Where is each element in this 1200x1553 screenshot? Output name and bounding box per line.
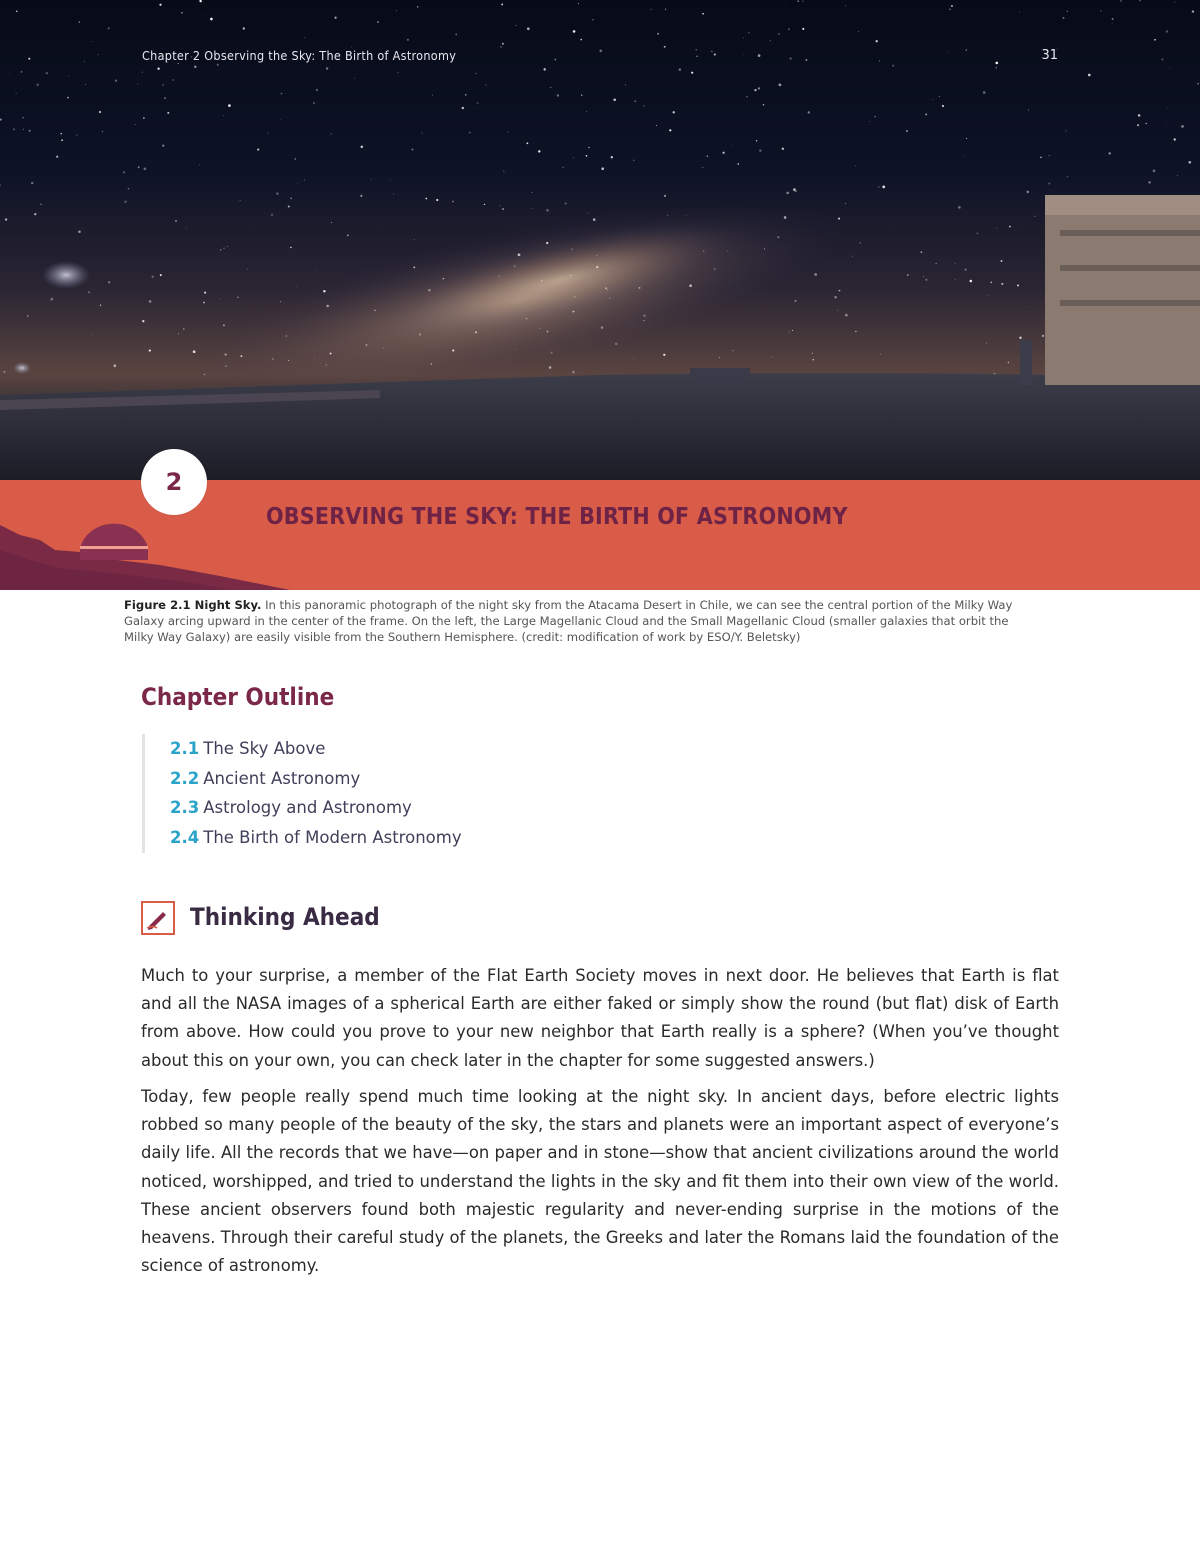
outline-item-number: 2.1 xyxy=(170,739,200,758)
outline-item[interactable] xyxy=(170,823,462,853)
night-sky-photograph xyxy=(0,0,1200,480)
outline-item-number: 2.3 xyxy=(170,798,200,818)
figure-label: Figure 2.1 Night Sky. xyxy=(124,598,262,612)
outline-item-title: Astrology and Astronomy xyxy=(203,798,412,818)
pencil-icon xyxy=(141,901,175,935)
running-head: Chapter 2 Observing the Sky: The Birth of Astronomy xyxy=(142,48,457,63)
chapter-outline-list xyxy=(142,734,462,853)
outline-item-title: Ancient Astronomy xyxy=(203,768,361,788)
body-paragraph: Much to your surprise, a member of the Flat Earth Society moves in next door. He believes that Earth is flat and all the NASA images of a spherical Earth are either faked or simply show the round (but flat) disk of Earth from above. How could you prove to your new neighbor that Earth really is a sphere? (When you’ve thought about this on your own, you can check later in the chapter for some suggested answers.) xyxy=(141,966,1059,1070)
chapter-title: OBSERVING THE SKY: THE BIRTH OF ASTRONOMY xyxy=(266,504,848,530)
outline-item[interactable] xyxy=(170,734,462,764)
outline-item-number: 2.4 xyxy=(170,828,200,848)
outline-item[interactable] xyxy=(170,793,462,823)
chapter-outline-heading: Chapter Outline xyxy=(141,683,335,711)
thinking-ahead-heading: Thinking Ahead xyxy=(190,903,380,931)
chapter-number-badge: 2 xyxy=(141,449,207,515)
outline-item-title: The Birth of Modern Astronomy xyxy=(203,828,462,848)
figure-caption xyxy=(124,597,1024,645)
outline-item-number: 2.2 xyxy=(170,768,200,788)
outline-item[interactable] xyxy=(170,764,462,794)
page-number: 31 xyxy=(1041,48,1058,63)
body-paragraph: Today, few people really spend much time looking at the night sky. In ancient days, before electric lights robbed so many people of the beauty of the sky, the stars and planets were an important aspect of everyone’s daily life. All the records that we have—on paper and in stone—show that ancient civilizations around the world noticed, worshipped, and tried to understand the lights in the sky and fit them into their own view of the world. These ancient observers found both majestic regularity and never-ending surprise in the motions of the heavens. Through their careful study of the planets, the Greeks and later the Romans laid the foundation of the science of astronomy. xyxy=(141,1087,1059,1276)
outline-item-title: The Sky Above xyxy=(203,739,326,758)
figure-caption-text: In this panoramic photograph of the night sky from the Atacama Desert in Chile, we can see the central portion of the Milky Way Galaxy arcing upward in the center of the frame. On the left, the Large Magellanic Cloud and the Small Magellanic Cloud (smaller galaxies that orbit the Milky Way Galaxy) are easily visible from the Southern Hemisphere. (credit: modification of work by ESO/Y. Beletsky) xyxy=(124,598,1013,644)
